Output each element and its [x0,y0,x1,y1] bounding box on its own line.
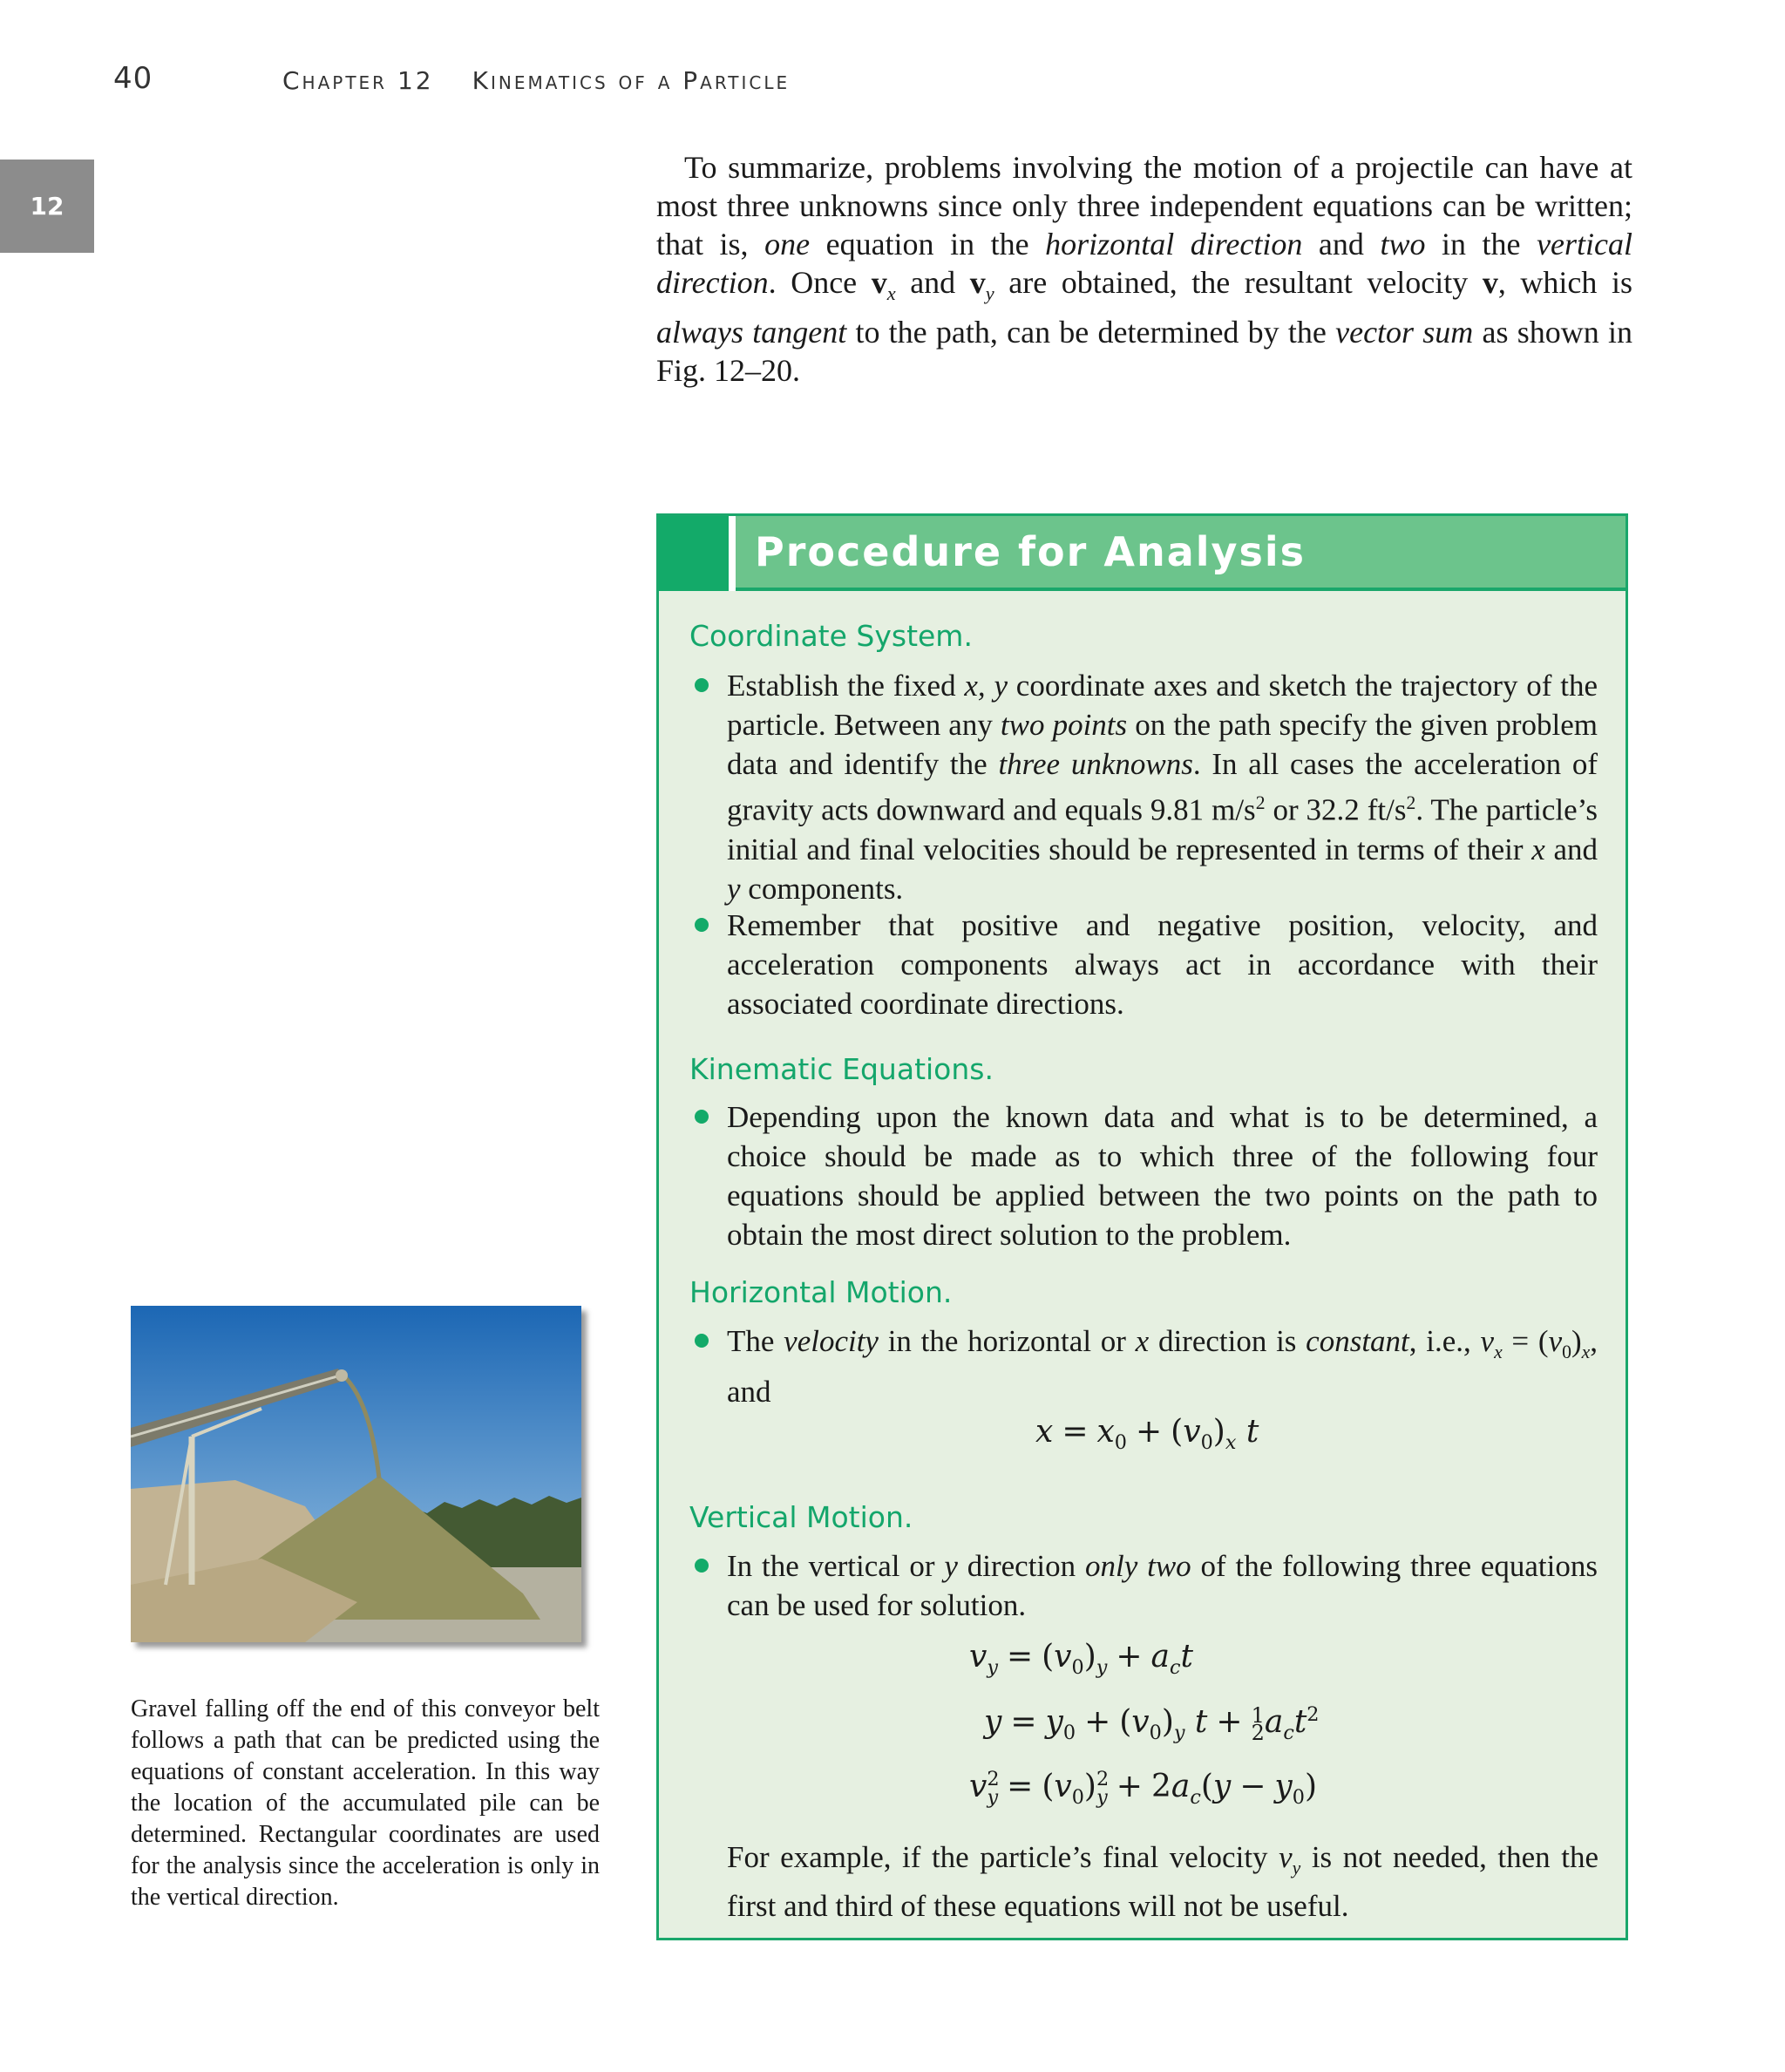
procedure-box [656,513,1628,1940]
gravel-pile-illustration [131,1306,581,1642]
bullet-icon [695,1334,709,1348]
chapter-label: Chapter 12 [282,66,434,95]
bullet-item: Remember that positive and negative position, velocity, and acceleration components always act in accordance with their associated coordinate directions. [689,906,1598,1023]
page-number: 40 [113,61,153,96]
section-coordinate-system: Coordinate System. [689,619,973,653]
bullet-item: In the vertical or y direction only two of the following three equations can be used for solution. [689,1546,1598,1625]
bullet-icon [695,1110,709,1124]
bullet-item: The velocity in the horizontal or x direction is constant, i.e., $v_x = (v_0)_x$, and [689,1321,1598,1411]
section-vertical-motion: Vertical Motion. [689,1500,913,1534]
procedure-header [659,516,1626,591]
summary-paragraph: To summarize, problems involving the motion of a projectile can have at most three unknowns since only three independent equations can be written; that is, one equation in the horizontal direction and two in the vertical direction. Once $v_x$ and $v_y$ are obtained, the resultant velocity v, which is always tangent to the path, can be determined by the vector sum as shown in Fig. 12–20. [656,150,1633,389]
procedure-title: Procedure for Analysis [755,528,1307,575]
bullet-icon [695,918,709,932]
photo-caption: Gravel falling off the end of this conveyor belt follows a path that can be predicted using the equations of constant acceleration. In this way the location of the accumulated pile can be determined. Rectangular coordinates are used for the analysis since the acceleration is only in the vertical direction. [131,1695,600,1911]
chapter-heading [282,66,790,95]
example-text: For example, if the particle’s final velocity $v_y$ is not needed, then the first and third of these equations will not be useful. [727,1840,1598,1923]
equation-vertical-velocity: $v_y = (v_0)_y + a_ct$ [969,1639,1193,1680]
bullet-item: Establish the fixed x, y coordinate axes and sketch the trajectory of the particle. Between any two points on the path specify the given problem data and identify the three unknowns. In all cases the acceleration of gravity acts downward and equals 9.81 $m/s^2$ or 32.2 $ft/s^2$. The particle’s initial and final velocities should be represented in terms of their x and y components. [689,666,1598,908]
bullet-icon [695,678,709,692]
bullet-icon [695,1559,709,1573]
equation-vertical-velocity-squared: $v^2_y = (v_0)^2_y + 2a_c(y - y_0)$ [969,1768,1317,1810]
section-kinematic-equations: Kinematic Equations. [689,1052,994,1086]
chapter-title: Kinematics of a Particle [472,66,791,95]
chapter-tab: 12 [0,160,94,253]
bullet-item: Depending upon the known data and what is to be determined, a choice should be made as to which three of the following four equations should be applied between the two points on the path to obtain the most direct solution to the problem. [689,1097,1598,1254]
section-horizontal-motion: Horizontal Motion. [689,1275,953,1309]
gravel-conveyor-photo [131,1306,581,1642]
equation-vertical-position: $y = y_0 + (v_0)_y$ t + 1 $2a_ct^2$ [984,1703,1320,1745]
equation-horizontal-position: $x = x_0 + (v_0)_x$ t [1035,1414,1259,1455]
